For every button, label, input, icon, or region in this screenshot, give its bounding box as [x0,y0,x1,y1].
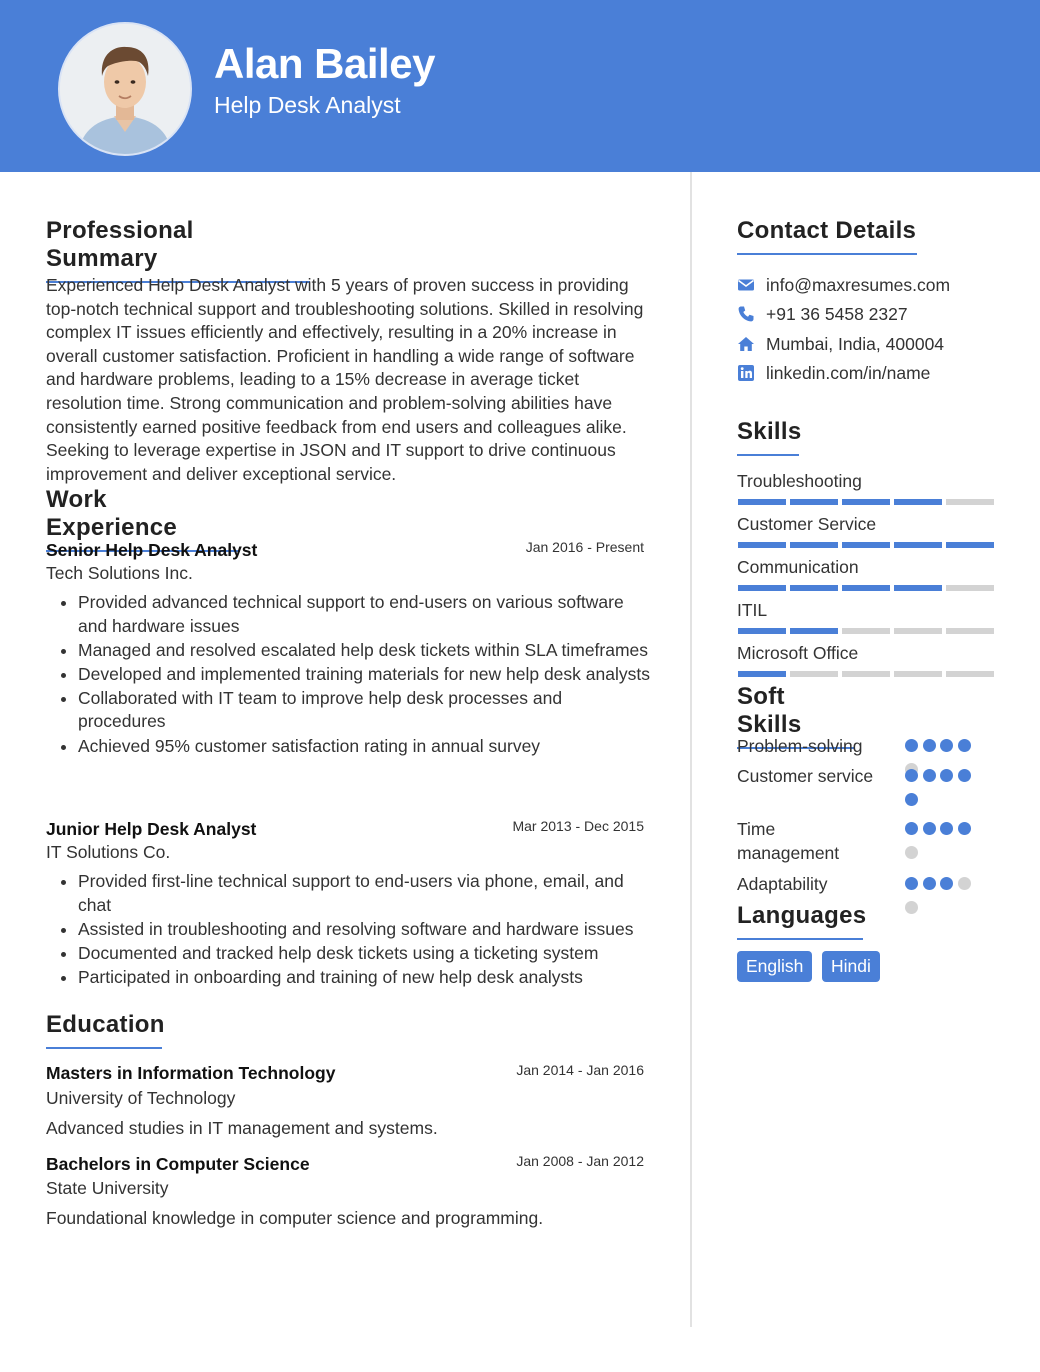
skill-level-segment [738,585,786,591]
home-icon [737,335,755,353]
skill-level-segment [894,628,942,634]
contact-phone-text: +91 36 5458 2327 [766,303,908,324]
job-bullet: • Achieved 95% customer satisfaction rating in annual survey [78,735,652,759]
skill-level-segment [738,628,786,634]
soft-skill-name: Customer service [737,766,874,786]
skill-level-segment [790,542,838,548]
rating-dot [905,901,918,914]
education-degree: Masters in Information Technology [46,1063,336,1083]
education-description: Advanced studies in IT management and systems. [46,1118,438,1138]
rating-dot [923,822,936,835]
soft-skill-rating [905,822,981,859]
education-degree: Bachelors in Computer Science [46,1154,310,1174]
skill-name: ITIL [737,600,768,620]
job-company: IT Solutions Co. [46,842,171,862]
candidate-name: Alan Bailey [214,40,435,87]
soft-skill-name: Time management [737,819,840,863]
rating-dot [940,769,953,782]
skill-level-segment [894,671,942,677]
skill-level-segment [946,671,994,677]
contact-email[interactable] [737,273,950,297]
skill-level-segment [894,542,942,548]
profile-photo-image [60,24,190,154]
education-date: Jan 2008 - Jan 2012 [516,1153,644,1169]
skill-level-segment [790,628,838,634]
rating-dot [905,769,918,782]
soft-skill-rating [905,877,981,914]
skill-name: Customer Service [737,514,877,534]
soft-skill-name: Problem-solving [737,736,863,756]
job-bullet: • Assisted in troubleshooting and resolving software and hardware issues [78,918,652,942]
job-bullet: • Documented and tracked help desk tickets using a ticketing system [78,942,652,966]
soft-skills-heading: Soft Skills [737,683,855,749]
rating-dot [940,822,953,835]
contact-phone[interactable] [737,302,908,326]
rating-dot [905,739,918,752]
rating-dot [905,877,918,890]
contact-linkedin-text: linkedin.com/in/name [766,362,931,383]
summary-text: Experienced Help Desk Analyst with 5 years of proven success in providing top-notch technical support and troubleshooting solutions. Skilled in resolving complex IT issues efficiently and effectively, resulting in a 20% increase in overall customer satisfaction. Proficient in handling a wide range of software and hardware problems, leading to a 15% decrease in average ticket resolution time. Strong communication and problem-solving abilities have consistently earned positive feedback from end users and colleagues alike. Seeking to leverage expertise in JSON and IT support to drive continuous improvement and deliver exceptional service. [46,275,644,484]
education-heading: Education [46,1011,162,1049]
job-title: Junior Help Desk Analyst [46,819,257,839]
skill-level-segment [738,542,786,548]
rating-dot [905,793,918,806]
language-badge: Hindi [822,951,880,982]
skill-level-segment [946,542,994,548]
rating-dot [958,877,971,890]
skill-level-segment [790,499,838,505]
rating-dot [958,822,971,835]
rating-dot [940,877,953,890]
skill-level-bar [738,542,994,548]
skill-name: Microsoft Office [737,643,859,663]
contact-heading: Contact Details [737,217,917,255]
skill-level-segment [842,585,890,591]
job-bullets [46,870,652,990]
contact-address [737,332,944,356]
language-badge: English [737,951,812,982]
skill-level-segment [946,585,994,591]
job-bullet: • Collaborated with IT team to improve help desk processes and procedures [78,687,652,734]
phone-icon [737,305,755,323]
education-school: State University [46,1178,169,1198]
linkedin-icon [737,364,755,382]
soft-skill-name: Adaptability [737,874,828,894]
skill-level-bar [738,585,994,591]
job-company: Tech Solutions Inc. [46,563,193,583]
skill-level-segment [790,671,838,677]
job-bullet: • Managed and resolved escalated help desk tickets within SLA timeframes [78,639,652,663]
job-bullet: • Participated in onboarding and training of new help desk analysts [78,966,652,990]
skill-level-segment [842,542,890,548]
skill-level-segment [842,628,890,634]
contact-linkedin[interactable] [737,361,930,385]
skill-level-segment [894,499,942,505]
rating-dot [940,739,953,752]
skill-level-segment [738,499,786,505]
job-bullet: • Provided advanced technical support to end-users on various software and hardware issues [78,591,652,638]
skill-level-segment [946,628,994,634]
rating-dot [905,822,918,835]
rating-dot [923,739,936,752]
profile-photo [58,22,192,156]
skill-level-segment [842,499,890,505]
rating-dot [923,877,936,890]
skill-level-segment [894,585,942,591]
job-date: Mar 2013 - Dec 2015 [512,818,644,834]
experience-heading: Work Experience [46,486,240,552]
job-bullets [46,591,652,759]
skill-level-segment [842,671,890,677]
rating-dot [958,739,971,752]
rating-dot [923,769,936,782]
education-school: University of Technology [46,1088,236,1108]
contact-email-text: info@maxresumes.com [766,274,951,295]
candidate-title: Help Desk Analyst [214,92,401,118]
header-banner [0,0,1040,172]
skills-heading: Skills [737,418,799,456]
skill-level-bar [738,499,994,505]
job-bullet: • Developed and implemented training materials for new help desk analysts [78,663,652,687]
job-date: Jan 2016 - Present [525,539,644,555]
rating-dot [905,846,918,859]
languages-heading: Languages [737,902,863,940]
skill-level-segment [946,499,994,505]
skill-name: Communication [737,557,859,577]
skill-level-segment [738,671,786,677]
contact-address-text: Mumbai, India, 400004 [766,333,945,354]
skill-level-segment [790,585,838,591]
skill-name: Troubleshooting [737,471,862,491]
education-date: Jan 2014 - Jan 2016 [516,1062,644,1078]
summary-heading: Professional Summary [46,217,310,283]
skill-level-bar [738,628,994,634]
job-bullet: • Provided first-line technical support to end-users via phone, email, and chat [78,870,652,917]
soft-skill-rating [905,769,981,806]
column-divider [690,172,692,1327]
rating-dot [958,769,971,782]
job-title: Senior Help Desk Analyst [46,540,258,560]
skill-level-bar [738,671,994,677]
education-description: Foundational knowledge in computer science and programming. [46,1208,544,1228]
envelope-icon [737,276,755,294]
